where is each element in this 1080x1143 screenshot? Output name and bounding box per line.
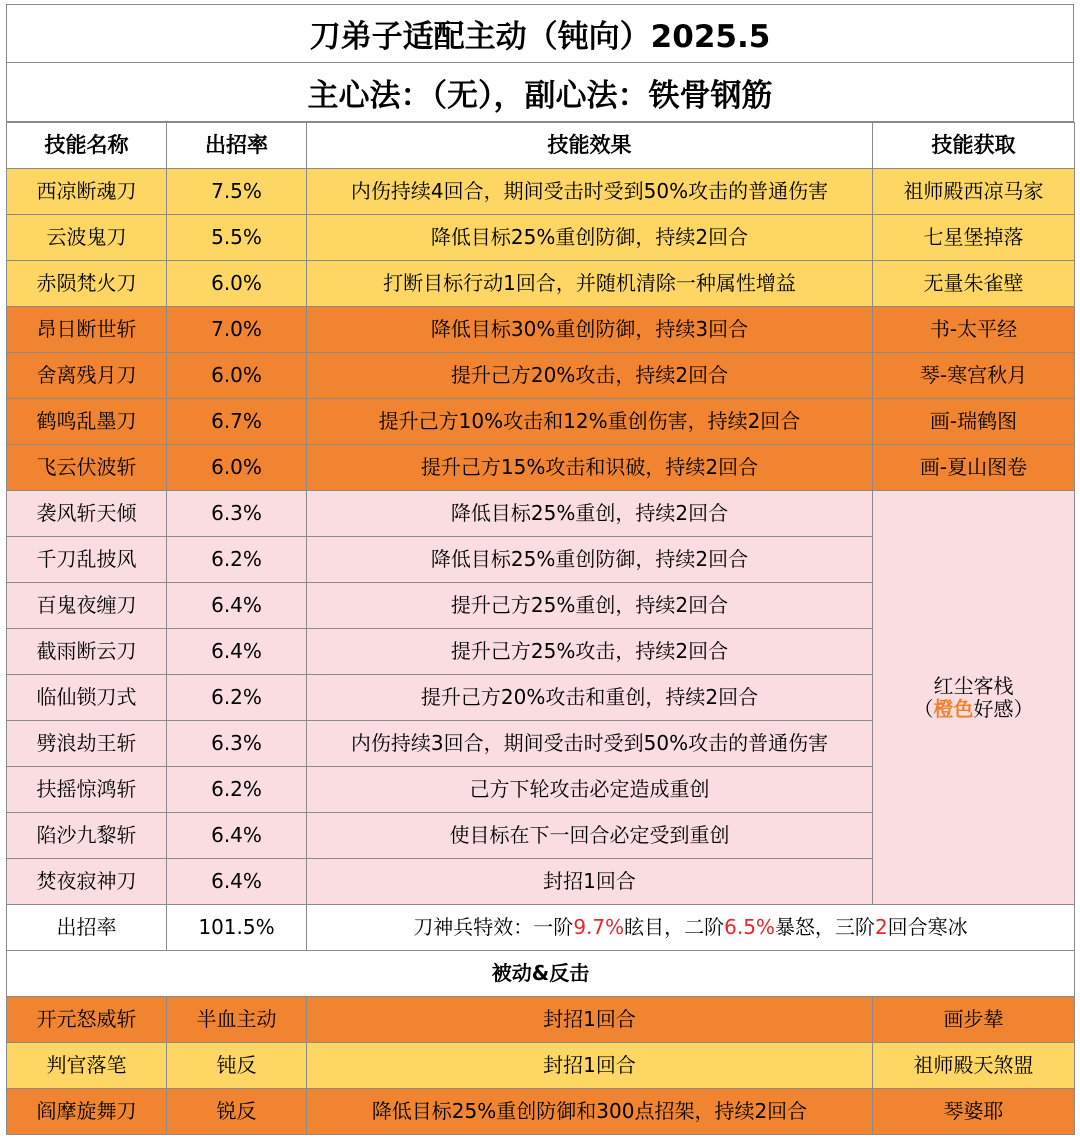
skill-rate: 6.0% [167,353,307,399]
skill-rate: 6.2% [167,767,307,813]
skill-effect: 提升己方20%攻击，持续2回合 [307,353,873,399]
skill-source: 琴-寒宫秋月 [873,353,1075,399]
skill-name: 阎摩旋舞刀 [7,1089,167,1135]
passive-section-header [7,951,1075,997]
skill-name: 昂日断世斩 [7,307,167,353]
header-skill-name: 技能名称 [7,123,167,169]
source-highlight: 橙色 [933,696,974,721]
skill-effect: 打断目标行动1回合，并随机清除一种属性增益 [307,261,873,307]
skill-rate: 6.4% [167,583,307,629]
note-value3: 2 [874,915,888,939]
source-line2 [873,698,1074,721]
table-header-row [7,123,1075,169]
skill-rate: 6.0% [167,261,307,307]
table-row [7,491,1075,537]
table-row [7,261,1075,307]
skill-name: 袭风斩天倾 [7,491,167,537]
skill-name: 云波鬼刀 [7,215,167,261]
skill-source: 画步辇 [873,997,1075,1043]
table-row [7,215,1075,261]
skill-rate: 6.2% [167,537,307,583]
sheet-subtitle: 主心法：（无），副心法：铁骨钢筋 [6,62,1074,122]
skill-source: 琴婆耶 [873,1089,1075,1135]
skill-effect: 提升己方10%攻击和12%重创伤害，持续2回合 [307,399,873,445]
skill-source: 祖师殿天煞盟 [873,1043,1075,1089]
skill-sheet [6,4,1074,1135]
skill-effect: 内伤持续4回合，期间受击时受到50%攻击的普通伤害 [307,169,873,215]
sheet-title: 刀弟子适配主动（钝向）2025.5 [6,4,1074,62]
skill-name: 千刀乱披风 [7,537,167,583]
skill-source: 祖师殿西凉马家 [873,169,1075,215]
skill-name: 舍离残月刀 [7,353,167,399]
weapon-effect-note [307,905,1075,951]
skill-rate: 6.4% [167,629,307,675]
skill-effect: 降低目标25%重创防御，持续2回合 [307,537,873,583]
skill-type: 钝反 [167,1043,307,1089]
source-open-paren: （ [913,696,934,721]
skill-rate: 6.0% [167,445,307,491]
skill-rate: 6.3% [167,491,307,537]
skill-effect: 降低目标30%重创防御，持续3回合 [307,307,873,353]
header-rate: 出招率 [167,123,307,169]
skill-name: 赤陨梵火刀 [7,261,167,307]
source-line1: 红尘客栈 [933,673,1014,698]
table-row [7,445,1075,491]
skill-effect: 己方下轮攻击必定造成重创 [307,767,873,813]
skill-name: 陷沙九黎斩 [7,813,167,859]
skill-effect: 内伤持续3回合，期间受击时受到50%攻击的普通伤害 [307,721,873,767]
skill-type: 锐反 [167,1089,307,1135]
skill-effect: 封招1回合 [307,997,873,1043]
skill-rate: 7.5% [167,169,307,215]
note-part1: 刀神兵特效：一阶 [413,915,574,939]
skill-name: 临仙锁刀式 [7,675,167,721]
skill-rate: 6.2% [167,675,307,721]
skill-name: 鹤鸣乱墨刀 [7,399,167,445]
skill-effect: 提升己方20%攻击和重创，持续2回合 [307,675,873,721]
skill-effect: 使目标在下一回合必定受到重创 [307,813,873,859]
skill-name: 判官落笔 [7,1043,167,1089]
skill-source: 画-瑞鹤图 [873,399,1075,445]
table-row [7,1043,1075,1089]
skill-effect: 封招1回合 [307,859,873,905]
total-label: 出招率 [7,905,167,951]
skill-effect: 提升己方15%攻击和识破，持续2回合 [307,445,873,491]
table-row [7,307,1075,353]
skill-type: 半血主动 [167,997,307,1043]
skill-name: 焚夜寂神刀 [7,859,167,905]
passive-header: 被动&反击 [7,951,1075,997]
skill-rate: 6.3% [167,721,307,767]
skill-rate: 5.5% [167,215,307,261]
skill-effect: 提升己方25%攻击，持续2回合 [307,629,873,675]
header-effect: 技能效果 [307,123,873,169]
skill-rate: 6.4% [167,859,307,905]
skill-rate: 7.0% [167,307,307,353]
merged-source-cell [873,491,1075,905]
skill-source: 七星堡掉落 [873,215,1075,261]
skill-rate: 6.4% [167,813,307,859]
skill-effect: 降低目标25%重创防御和300点招架，持续2回合 [307,1089,873,1135]
skill-name: 截雨断云刀 [7,629,167,675]
skill-table [6,122,1075,1135]
note-value2: 6.5% [724,915,775,939]
table-row [7,1089,1075,1135]
note-value1: 9.7% [573,915,625,939]
skill-effect: 提升己方25%重创，持续2回合 [307,583,873,629]
skill-name: 扶摇惊鸿斩 [7,767,167,813]
total-row [7,905,1075,951]
source-tail: 好感） [973,696,1034,721]
skill-effect: 降低目标25%重创，持续2回合 [307,491,873,537]
header-source: 技能获取 [873,123,1075,169]
skill-name: 飞云伏波斩 [7,445,167,491]
table-row [7,997,1075,1043]
skill-name: 西凉断魂刀 [7,169,167,215]
skill-name: 劈浪劫王斩 [7,721,167,767]
skill-name: 百鬼夜缠刀 [7,583,167,629]
table-row [7,399,1075,445]
note-part4: 回合寒冰 [887,915,968,939]
note-part2: 眩目，二阶 [624,915,725,939]
skill-name: 开元怒威斩 [7,997,167,1043]
table-row [7,353,1075,399]
total-rate: 101.5% [167,905,307,951]
skill-source: 画-夏山图卷 [873,445,1075,491]
skill-rate: 6.7% [167,399,307,445]
table-row [7,169,1075,215]
skill-source: 书-太平经 [873,307,1075,353]
skill-source: 无量朱雀壁 [873,261,1075,307]
skill-effect: 降低目标25%重创防御，持续2回合 [307,215,873,261]
skill-effect: 封招1回合 [307,1043,873,1089]
note-part3: 暴怒，三阶 [774,915,875,939]
